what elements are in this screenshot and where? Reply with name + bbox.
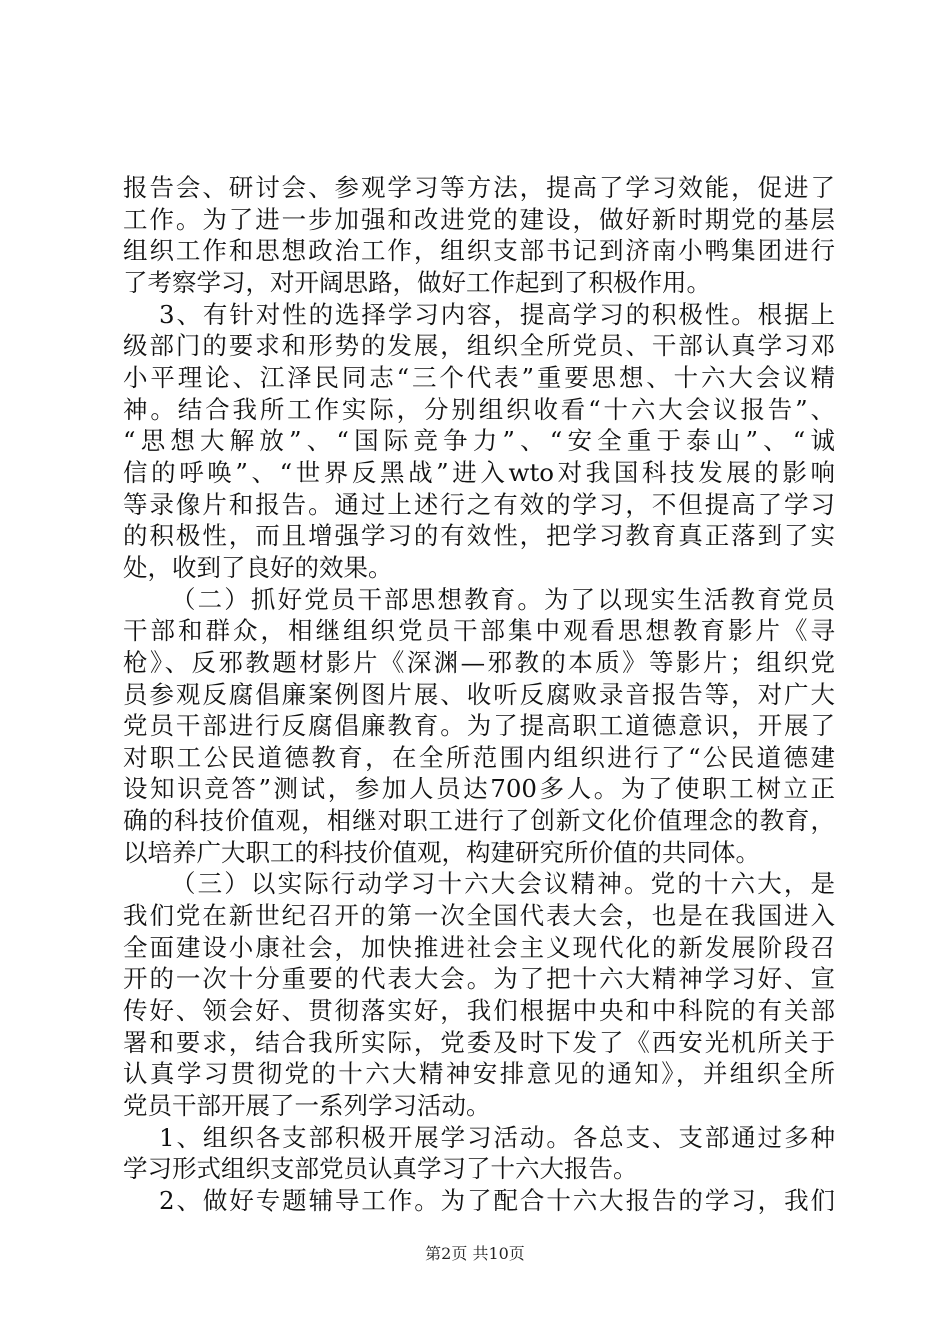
- body-text-line: 3、有针对性的选择学习内容，提高学习的积极性。根据上: [159, 300, 835, 329]
- body-text-line: 署和要求，结合我所实际，党委及时下发了《西安光机所关于: [123, 1028, 835, 1057]
- body-text-line: （二）抓好党员干部思想教育。为了以现实生活教育党员: [171, 585, 835, 614]
- body-text-line: 等录像片和报告。通过上述行之有效的学习，不但提高了学习: [123, 490, 835, 519]
- body-text-line: 枪》、反邪教题材影片《深渊—邪教的本质》等影片；组织党: [123, 648, 835, 677]
- body-text-line: 党员干部进行反腐倡廉教育。为了提高职工道德意识，开展了: [123, 711, 835, 740]
- body-text-line: 传好、领会好、贯彻落实好，我们根据中央和中科院的有关部: [123, 996, 835, 1025]
- body-text-line: 确的科技价值观，相继对职工进行了创新文化价值理念的教育，: [123, 806, 835, 835]
- body-text-line: 全面建设小康社会，加快推进社会主义现代化的新发展阶段召: [123, 933, 835, 962]
- body-text-line: 员参观反腐倡廉案例图片展、收听反腐败录音报告等，对广大: [123, 680, 835, 709]
- body-text-line: 神。结合我所工作实际，分别组织收看“十六大会议报告”、: [123, 395, 835, 424]
- body-text-line: 以培养广大职工的科技价值观，构建研究所价值的共同体。: [123, 838, 760, 867]
- body-text-line: 工作。为了进一步加强和改进党的建设，做好新时期党的基层: [123, 205, 835, 234]
- body-text-line: （三）以实际行动学习十六大会议精神。党的十六大，是: [171, 869, 835, 898]
- body-text-line: 对职工公民道德教育，在全所范围内组织进行了“公民道德建: [123, 743, 835, 772]
- body-text-line: 认真学习贯彻党的十六大精神安排意见的通知》，并组织全所: [123, 1059, 835, 1088]
- page-footer: 第2页 共10页: [425, 1244, 525, 1263]
- body-text-line: 学习形式组织支部党员认真学习了十六大报告。: [123, 1154, 638, 1183]
- body-text-line: 2、做好专题辅导工作。为了配合十六大报告的学习，我们: [159, 1186, 835, 1215]
- body-text-line: 了考察学习，对开阔思路，做好工作起到了积极作用。: [123, 268, 711, 297]
- body-text-line: 组织工作和思想政治工作，组织支部书记到济南小鸭集团进行: [123, 236, 835, 265]
- body-text-line: 设知识竞答”测试，参加人员达700多人。为了使职工树立正: [123, 774, 835, 803]
- body-text-line: 党员干部开展了一系列学习活动。: [123, 1091, 491, 1120]
- body-text-line: 1、组织各支部积极开展学习活动。各总支、支部通过多种: [159, 1123, 835, 1152]
- body-text-line: 开的一次十分重要的代表大会。为了把十六大精神学习好、宣: [123, 964, 835, 993]
- body-text-line: 处，收到了良好的效果。: [123, 553, 393, 582]
- body-text-line: 我们党在新世纪召开的第一次全国代表大会，也是在我国进入: [123, 901, 835, 930]
- body-text-line: 级部门的要求和形势的发展，组织全所党员、干部认真学习邓: [123, 331, 835, 360]
- body-text-line: 报告会、研讨会、参观学习等方法，提高了学习效能，促进了: [123, 173, 835, 202]
- body-text-line: 干部和群众，相继组织党员干部集中观看思想教育影片《寻: [123, 616, 835, 645]
- body-text-line: 小平理论、江泽民同志“三个代表”重要思想、十六大会议精: [123, 363, 835, 392]
- body-text-line: “思想大解放”、“国际竞争力”、“安全重于泰山”、“诚: [123, 426, 835, 455]
- body-text-line: 信的呼唤”、“世界反黑战”进入wto对我国科技发展的影响: [123, 458, 835, 487]
- body-text-line: 的积极性，而且增强学习的有效性，把学习教育真正落到了实: [123, 521, 835, 550]
